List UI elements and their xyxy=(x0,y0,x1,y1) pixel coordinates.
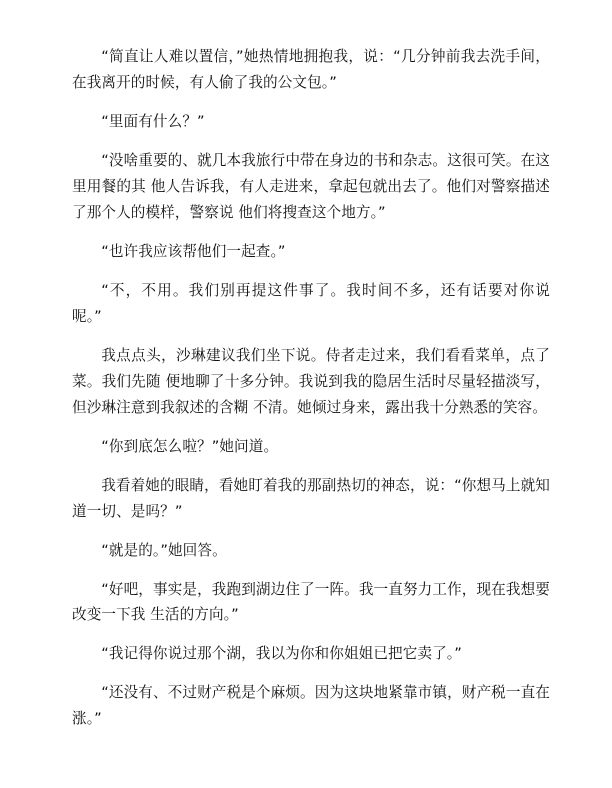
paragraph: 我点点头，沙琳建议我们坐下说。侍者走过来，我们看看菜单，点了菜。我们先随 便地聊了十多分钟。我说到我的隐居生活时尽量轻描淡写，但沙琳注意到我叙述的含糊 不清。她倾过身来，露出我十分熟悉的笑容。 xyxy=(72,346,550,416)
document-body xyxy=(72,44,550,732)
paragraph: “没啥重要的、就几本我旅行中带在身边的书和杂志。这很可笑。在这里用餐的其 他人告诉我，有人走进来，拿起包就出去了。他们对警察描述了那个人的模样，警察说 他们将搜查这个地方。” xyxy=(72,151,550,221)
paragraph: “你到底怎么啦？”她问道。 xyxy=(101,437,279,455)
paragraph: “简直让人难以置信，”她热情地拥抱我，说：“几分钟前我去洗手间，在我离开的时候，有人偷了我的公文包。” xyxy=(72,48,550,91)
paragraph: “还没有、不过财产税是个麻烦。因为这块地紧靠市镇，财产税一直在涨。” xyxy=(72,684,550,728)
paragraph: “不，不用。我们别再提这件事了。我时间不多，还有话要对你说呢。” xyxy=(72,281,550,325)
paragraph: “也许我应该帮他们一起查。” xyxy=(101,242,286,260)
paragraph: “我记得你说过那个湖，我以为你和你姐姐已把它卖了。” xyxy=(101,645,462,663)
paragraph: 我看着她的眼睛，看她盯着我的那副热切的神态，说：“你想马上就知道一切、是吗？” xyxy=(72,476,550,520)
paragraph: “好吧，事实是，我跑到湖边住了一阵。我一直努力工作，现在我想要改变一下我 生活的方向。” xyxy=(72,580,550,624)
paragraph: “就是的。”她回答。 xyxy=(101,541,227,559)
paragraph: “里面有什么？” xyxy=(101,112,205,130)
